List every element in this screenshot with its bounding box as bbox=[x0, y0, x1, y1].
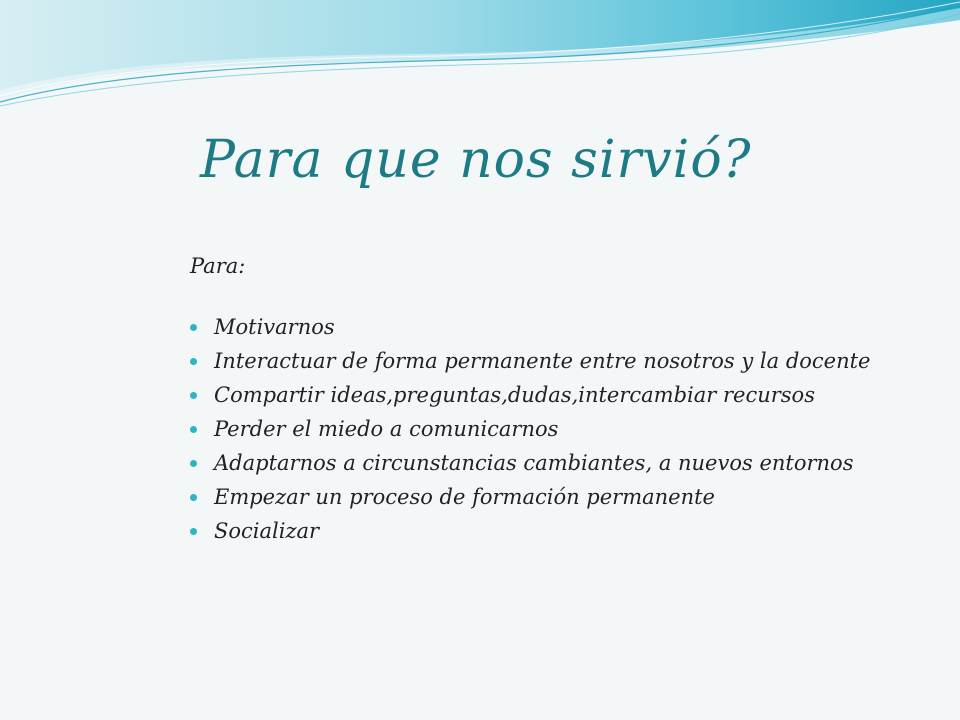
bullet-icon bbox=[190, 324, 197, 331]
list-item-text: Empezar un proceso de formación permanente bbox=[214, 485, 715, 509]
bullet-icon bbox=[190, 426, 197, 433]
list-item-text: Socializar bbox=[214, 519, 320, 543]
bullet-list bbox=[190, 316, 910, 542]
list-item bbox=[190, 384, 910, 406]
list-item-text: Compartir ideas,preguntas,dudas,intercambiar recursos bbox=[214, 383, 815, 407]
wave-header-decoration bbox=[0, 0, 960, 120]
bullet-icon bbox=[190, 392, 197, 399]
slide-title: Para que nos sirvió? bbox=[200, 130, 752, 190]
bullet-icon bbox=[190, 494, 197, 501]
list-item bbox=[190, 486, 910, 508]
list-item bbox=[190, 316, 910, 338]
list-item-text: Adaptarnos a circunstancias cambiantes, a nuevos entornos bbox=[214, 451, 854, 475]
list-item bbox=[190, 452, 910, 474]
list-item bbox=[190, 350, 910, 372]
list-item bbox=[190, 520, 910, 542]
bullet-icon bbox=[190, 528, 197, 535]
bullet-icon bbox=[190, 358, 197, 365]
list-item bbox=[190, 418, 910, 440]
bullet-icon bbox=[190, 460, 197, 467]
list-item-text: Interactuar de forma permanente entre nosotros y la docente bbox=[214, 349, 871, 373]
intro-text: Para: bbox=[190, 254, 246, 278]
list-item-text: Perder el miedo a comunicarnos bbox=[214, 417, 559, 441]
list-item-text: Motivarnos bbox=[214, 315, 335, 339]
slide-content bbox=[190, 252, 910, 554]
